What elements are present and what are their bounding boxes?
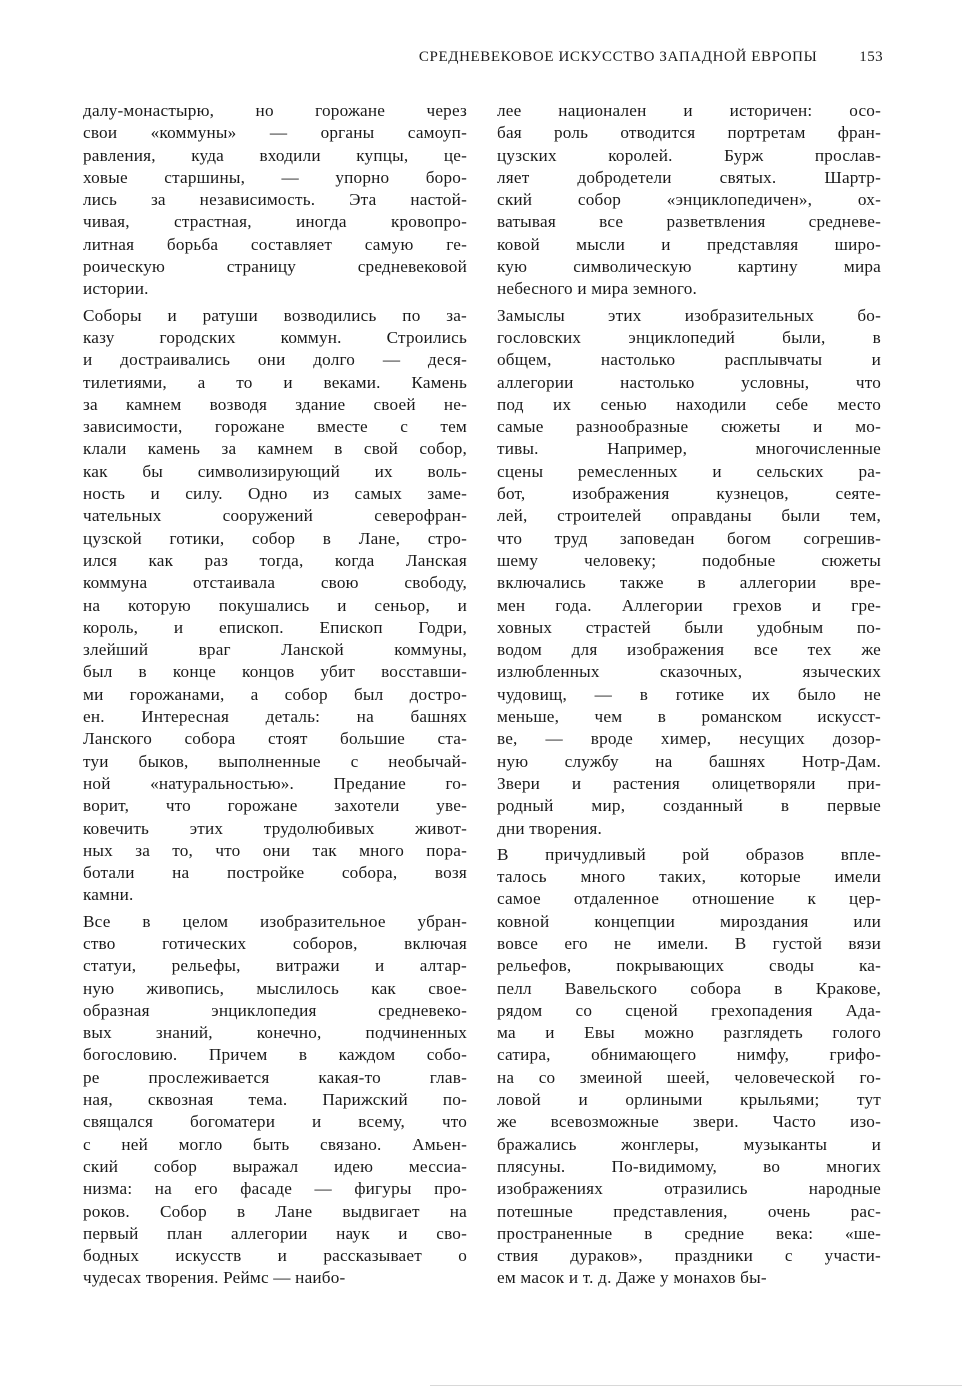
- text-line: самое отдаленное отношение к цер-: [497, 889, 881, 909]
- text-line: же всевозможные звери. Часто изо-: [497, 1112, 881, 1132]
- text-line: Все в целом изобразительное убран-: [83, 911, 467, 931]
- text-line: вовсе его не имели. В густой вязи: [497, 933, 881, 953]
- text-line: ен. Интересная деталь: на башнях: [83, 707, 467, 727]
- text-line: лее национален и историчен: осо-: [497, 101, 881, 120]
- text-line: тивы. Например, многочисленные: [497, 439, 881, 459]
- text-line: небесного и мира земного.: [497, 279, 698, 299]
- paragraph: [83, 100, 467, 301]
- text-line: ляет добродетели святых. Шартр-: [497, 167, 881, 187]
- text-line: потешные представления, очень рас-: [497, 1201, 881, 1221]
- text-line: меньше, чем в романском искусст-: [497, 707, 881, 727]
- text-line: ре прослеживается какая-то глав-: [83, 1067, 467, 1087]
- text-line: свящался богоматери и всему, что: [83, 1112, 467, 1132]
- text-line: бая роль отводится портретам фран-: [497, 123, 881, 143]
- text-line: рельефов, покрывающих своды ка-: [497, 956, 881, 976]
- text-line: ворит, что горожане захотели уве-: [83, 796, 467, 816]
- text-line: коммуна отстаивала свою свободу,: [83, 573, 467, 593]
- text-line: злейший враг Ланской коммуны,: [83, 640, 467, 660]
- text-line: ковечить этих трудолюбивых живот-: [83, 818, 467, 838]
- text-line: кую символическую картину мира: [497, 257, 881, 277]
- paragraph: [497, 844, 881, 1290]
- text-line: казу городских коммун. Строились: [83, 327, 467, 347]
- text-line: аллегории настолько условны, что: [497, 372, 881, 392]
- text-line: самые разнообразные сюжеты и мо-: [497, 417, 881, 437]
- text-line: сцены ремесленных и сельских ра-: [497, 461, 881, 481]
- text-line: пелл Вавельского собора в Кракове,: [497, 978, 881, 998]
- text-line: равления, куда входили купцы, це-: [83, 145, 467, 165]
- paragraph: [497, 305, 881, 840]
- right-text-column: [497, 100, 881, 1290]
- text-line: В причудливый рой образов впле-: [497, 844, 881, 864]
- text-line: ма и Евы можно разглядеть голого: [497, 1023, 881, 1043]
- text-line: и достраивались они долго — деся-: [83, 350, 467, 370]
- running-header: [83, 49, 883, 73]
- paragraph: [83, 911, 467, 1290]
- text-line: плясуны. По-видимому, во многих: [497, 1156, 881, 1176]
- text-line: рядом со сценой грехопадения Ада-: [497, 1000, 881, 1020]
- text-line: ем масок и т. д. Даже у монахов бы-: [497, 1268, 767, 1288]
- text-line: ной «натуральностью». Предание го-: [83, 773, 467, 793]
- text-line: талось много таких, которые имели: [497, 867, 881, 887]
- text-line: ность и силу. Одно из самых заме-: [83, 484, 467, 504]
- text-line: клали камень за камнем в свой собор,: [83, 439, 467, 459]
- text-line: цузских королей. Бурж прослав-: [497, 145, 881, 165]
- text-line: ствия дураков», праздники с участи-: [497, 1246, 881, 1266]
- text-line: ство готических соборов, включая: [83, 933, 467, 953]
- text-line: ский собор выражал идею мессиа-: [83, 1156, 467, 1176]
- text-line: лись за независимость. Эта настой-: [83, 190, 467, 210]
- paragraph: [497, 100, 881, 301]
- text-line: ился как раз тогда, когда Ланская: [83, 550, 467, 570]
- text-line: низма: на его фасаде — фигуры про-: [83, 1179, 467, 1199]
- text-line: ную службу на башнях Нотр-Дам.: [497, 751, 881, 771]
- text-line: чудесах творения. Реймс — наибо-: [83, 1268, 346, 1288]
- text-line: чивая, страстная, иногда кровопро-: [83, 212, 467, 232]
- text-line: камни.: [83, 885, 134, 905]
- page-number: 153: [859, 49, 883, 65]
- text-line: цузской готики, собор в Лане, стро-: [83, 528, 467, 548]
- text-line: богословию. Причем в каждом собо-: [83, 1045, 467, 1065]
- text-line: родный мир, созданный в первые: [497, 796, 881, 816]
- text-line: Замыслы этих изобразительных бо-: [497, 305, 881, 325]
- text-line: чудовищ, — в готике их было не: [497, 684, 881, 704]
- running-title: СРЕДНЕВЕКОВОЕ ИСКУССТВО ЗАПАДНОЙ ЕВРОПЫ: [418, 49, 818, 65]
- text-line: включались также в аллегории вре-: [497, 573, 881, 593]
- text-line: ковой мысли и представляя широ-: [497, 234, 881, 254]
- text-line: ловой и орлиными крыльями; тут: [497, 1090, 881, 1110]
- paragraph: [83, 305, 467, 907]
- text-line: свои «коммуны» — органы самоуп-: [83, 123, 467, 143]
- text-line: ную живопись, мыслилось как свое-: [83, 978, 467, 998]
- text-line: на со змеиной шеей, человеческой го-: [497, 1067, 881, 1087]
- text-line: ховые старшины, — упорно боро-: [83, 167, 467, 187]
- text-line: далу-монастырю, но горожане через: [83, 101, 467, 120]
- text-line: литная борьба составляет самую ге-: [83, 234, 467, 254]
- text-line: вых знаний, конечно, подчиненных: [83, 1023, 467, 1043]
- text-line: излюбленных сказочных, языческих: [497, 662, 881, 682]
- text-line: ная, сквозная тема. Парижский по-: [83, 1090, 467, 1110]
- text-line: ных за то, что они так много пора-: [83, 840, 467, 860]
- text-line: ский собор «энциклопедичен», ох-: [497, 190, 881, 210]
- text-line: на которую покушались и сеньор, и: [83, 595, 467, 615]
- text-line: под их сенью находили себе место: [497, 394, 881, 414]
- text-line: дни творения.: [497, 818, 602, 838]
- text-line: роков. Собор в Лане выдвигает на: [83, 1201, 467, 1221]
- text-line: Соборы и ратуши возводились по за-: [83, 305, 467, 325]
- text-line: статуи, рельефы, витражи и алтар-: [83, 956, 467, 976]
- text-line: что труд заповедан богом согрешив-: [497, 528, 881, 548]
- text-line: бражались жонглеры, музыканты и: [497, 1134, 881, 1154]
- text-line: тилетиями, а то и веками. Камень: [83, 372, 467, 392]
- left-text-column: [83, 100, 467, 1290]
- text-line: истории.: [83, 279, 149, 299]
- text-line: общем, настолько расплывчаты и: [497, 350, 881, 370]
- text-line: Звери и растения олицетворяли при-: [497, 773, 881, 793]
- text-line: ковной концепции мироздания или: [497, 911, 881, 931]
- text-line: лей, строителей оправданы были тем,: [497, 506, 881, 526]
- bottom-edge-rule: [430, 1385, 962, 1386]
- text-line: шему человеку; подобные сюжеты: [497, 550, 881, 570]
- text-line: был в конце концов убит восставши-: [83, 662, 467, 682]
- text-line: сатира, обнимающего нимфу, грифо-: [497, 1045, 881, 1065]
- text-line: пространенные в средние века: «ше-: [497, 1223, 881, 1243]
- text-line: ве, — вроде химер, несущих дозор-: [497, 729, 881, 749]
- text-line: роическую страницу средневековой: [83, 257, 467, 277]
- text-line: за камнем возводя здание своей не-: [83, 394, 467, 414]
- text-line: ховных страстей были удобным по-: [497, 617, 881, 637]
- text-line: бот, изображения кузнецов, сеяте-: [497, 484, 881, 504]
- text-line: мен года. Аллегории грехов и гре-: [497, 595, 881, 615]
- text-line: ватывая все разветвления средневе-: [497, 212, 881, 232]
- text-line: первый план аллегории наук и сво-: [83, 1223, 467, 1243]
- text-line: ми горожанами, а собор был достро-: [83, 684, 467, 704]
- text-line: король, и епископ. Епископ Годри,: [83, 617, 467, 637]
- text-line: туи быков, выполненные с необычай-: [83, 751, 467, 771]
- text-line: образная энциклопедия средневеко-: [83, 1000, 467, 1020]
- text-line: Ланского собора стоят большие ста-: [83, 729, 467, 749]
- text-line: зависимости, горожане вместе с тем: [83, 417, 467, 437]
- text-line: как бы символизирующий их воль-: [83, 461, 467, 481]
- text-line: гословских энциклопедий были, в: [497, 327, 881, 347]
- text-line: водом для изображения все тех же: [497, 640, 881, 660]
- text-line: бодных искусств и рассказывает о: [83, 1246, 467, 1266]
- text-line: ботали на постройке собора, возя: [83, 863, 467, 883]
- text-line: с ней могло быть связано. Амьен-: [83, 1134, 467, 1154]
- text-line: изображениях отразились народные: [497, 1179, 881, 1199]
- text-line: чательных сооружений северофран-: [83, 506, 467, 526]
